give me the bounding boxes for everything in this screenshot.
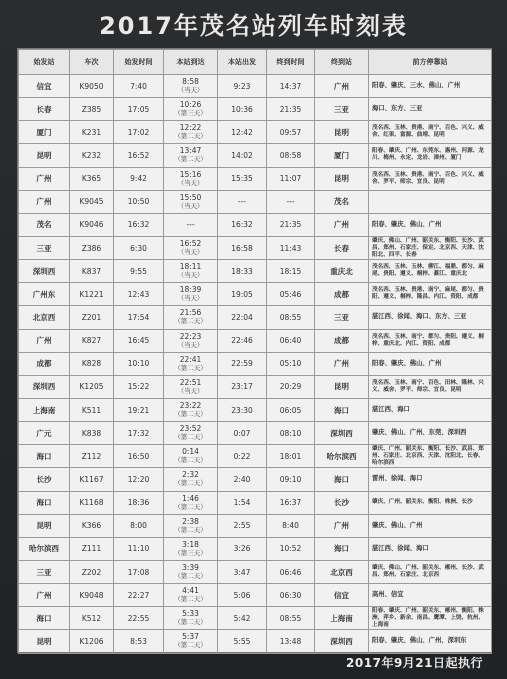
arrival-day-note: （第二天） — [174, 595, 207, 604]
train-number: K1206 — [70, 630, 114, 653]
terminal-arrival-time: 18:01 — [267, 445, 315, 468]
train-number: Z111 — [70, 537, 114, 560]
header-train: 车次 — [70, 50, 114, 75]
arrival-time: 22:23 — [179, 331, 202, 341]
train-number: K9045 — [70, 190, 114, 213]
origin-departure-time: 18:36 — [114, 491, 164, 514]
table-row — [19, 398, 492, 421]
arrival-time: 23:22 — [179, 401, 202, 411]
arrival-time: 15:50 — [179, 192, 202, 202]
terminal-arrival-time: 06:30 — [267, 584, 315, 607]
origin-station: 厦门 — [19, 121, 70, 144]
origin-departure-time: 17:08 — [114, 560, 164, 583]
arrival-day-note: （第二天） — [174, 363, 207, 372]
destination-station: 昆明 — [315, 167, 369, 190]
table-row — [19, 329, 492, 352]
destination-station: 上海南 — [315, 607, 369, 630]
origin-station: 信宜 — [19, 75, 70, 98]
train-number: K511 — [70, 398, 114, 421]
stops-list: 茂名西、玉林、玉林、柳江、福鼎、都匀、麻尾、贵阳、遵义、桐梓、綦江、重庆北 — [369, 260, 492, 283]
arrival-time-cell — [164, 375, 218, 398]
table-row — [19, 514, 492, 537]
origin-departure-time: 8:53 — [114, 630, 164, 653]
arrival-day-note: （第二天） — [174, 433, 207, 442]
destination-station: 广州 — [315, 514, 369, 537]
destination-station: 信宜 — [315, 584, 369, 607]
destination-station: 长春 — [315, 236, 369, 259]
terminal-arrival-time: 05:46 — [267, 283, 315, 306]
origin-station: 昆明 — [19, 514, 70, 537]
table-row — [19, 445, 492, 468]
departure-time: 5:55 — [218, 630, 267, 653]
destination-station: 厦门 — [315, 144, 369, 167]
arrival-time: 5:37 — [182, 632, 199, 642]
table-row — [19, 260, 492, 283]
header-dest: 终到站 — [315, 50, 369, 75]
stops-list: 阳春、肇庆、佛山、广州 — [369, 352, 492, 375]
terminal-arrival-time: 08:55 — [267, 306, 315, 329]
arrival-day-note: （第二天） — [174, 456, 207, 465]
origin-departure-time: 16:45 — [114, 329, 164, 352]
arrival-day-note: （当天） — [177, 86, 204, 95]
terminal-arrival-time: 18:15 — [267, 260, 315, 283]
origin-station: 昆明 — [19, 630, 70, 653]
effective-date: 2017年9月21日起执行 — [346, 656, 483, 670]
stops-list: 茂名西、玉林、南宁、都匀、贵阳、遵义、桐梓、重庆北、内江、资阳、成都 — [369, 329, 492, 352]
stops-list — [369, 190, 492, 213]
origin-departure-time: 12:20 — [114, 468, 164, 491]
origin-departure-time: 6:30 — [114, 236, 164, 259]
arrival-day-note: （第二天） — [174, 132, 207, 141]
arrival-time: 23:52 — [179, 424, 202, 434]
destination-station: 昆明 — [315, 375, 369, 398]
stops-list: 肇庆、佛山、广州、东莞、深圳西 — [369, 422, 492, 445]
destination-station: 海口 — [315, 537, 369, 560]
destination-station: 昆明 — [315, 121, 369, 144]
origin-departure-time: 11:10 — [114, 537, 164, 560]
origin-departure-time: 16:50 — [114, 445, 164, 468]
origin-station: 深圳西 — [19, 375, 70, 398]
stops-list: 肇庆、佛山、广州、韶关东、衡阳、长沙、武昌、郑州、石家庄、保定、北京西、天津、沈阳北、四平、长春 — [369, 236, 492, 259]
origin-departure-time: 17:32 — [114, 422, 164, 445]
arrival-time: 8:58 — [182, 77, 199, 87]
table-row — [19, 375, 492, 398]
departure-time: 14:02 — [218, 144, 267, 167]
table-row — [19, 491, 492, 514]
arrival-time: --- — [186, 219, 195, 229]
arrival-time: 4:41 — [182, 586, 199, 596]
stops-list: 阳春、肇庆、广州、韶关东、郴州、衡阳、株洲、萍乡、新余、南昌、鹰潭、上饶、杭州、上海南 — [369, 607, 492, 630]
header-row — [19, 50, 492, 75]
table-row — [19, 468, 492, 491]
arrival-time-cell — [164, 144, 218, 167]
arrival-day-note: （当天） — [177, 248, 204, 257]
destination-station: 重庆北 — [315, 260, 369, 283]
departure-time: 15:35 — [218, 167, 267, 190]
arrival-time-cell — [164, 352, 218, 375]
origin-departure-time: 12:43 — [114, 283, 164, 306]
stops-list: 阳春、肇庆、三水、佛山、广州 — [369, 75, 492, 98]
origin-station: 三亚 — [19, 236, 70, 259]
table-row — [19, 422, 492, 445]
arrival-time: 2:38 — [182, 516, 199, 526]
train-number: K365 — [70, 167, 114, 190]
stops-list: 湛江西、徐闻、海口、东方、三亚 — [369, 306, 492, 329]
arrival-time: 16:52 — [179, 239, 202, 249]
destination-station: 三亚 — [315, 98, 369, 121]
train-number: Z385 — [70, 98, 114, 121]
arrival-time: 3:39 — [182, 563, 199, 573]
destination-station: 广州 — [315, 75, 369, 98]
origin-station: 海口 — [19, 491, 70, 514]
train-number: K1168 — [70, 491, 114, 514]
stops-list: 湛江西、徐闻、海口 — [369, 537, 492, 560]
train-number: K838 — [70, 422, 114, 445]
terminal-arrival-time: 05:10 — [267, 352, 315, 375]
departure-time: 22:59 — [218, 352, 267, 375]
origin-departure-time: 9:55 — [114, 260, 164, 283]
origin-departure-time: 10:50 — [114, 190, 164, 213]
arrival-time: 18:39 — [179, 285, 202, 295]
train-number: K1205 — [70, 375, 114, 398]
timetable-table — [18, 49, 492, 654]
arrival-time-cell — [164, 445, 218, 468]
arrival-time-cell — [164, 98, 218, 121]
stops-list: 阳春、肇庆、广州、东莞东、惠州、河源、龙川、梅州、永定、龙岩、漳州、厦门 — [369, 144, 492, 167]
train-number: K1221 — [70, 283, 114, 306]
train-number: K1167 — [70, 468, 114, 491]
header-end-time: 终到时间 — [267, 50, 315, 75]
origin-departure-time: 17:05 — [114, 98, 164, 121]
arrival-time: 21:56 — [179, 308, 202, 318]
departure-time: 5:42 — [218, 607, 267, 630]
stops-list: 阳春、肇庆、佛山、广州 — [369, 213, 492, 236]
stops-list: 茂名西、玉林、贵港、南宁、麻尾、都匀、贵阳、遵义、桐梓、隆昌、内江、资阳、成都 — [369, 283, 492, 306]
arrival-time: 10:26 — [179, 100, 202, 110]
terminal-arrival-time: 06:40 — [267, 329, 315, 352]
table-row — [19, 167, 492, 190]
departure-time: 22:46 — [218, 329, 267, 352]
terminal-arrival-time: --- — [267, 190, 315, 213]
terminal-arrival-time: 10:52 — [267, 537, 315, 560]
destination-station: 三亚 — [315, 306, 369, 329]
departure-time: 5:06 — [218, 584, 267, 607]
origin-departure-time: 22:55 — [114, 607, 164, 630]
departure-time: 23:30 — [218, 398, 267, 421]
origin-station: 深圳西 — [19, 260, 70, 283]
arrival-day-note: （第二天） — [174, 618, 207, 627]
arrival-time-cell — [164, 630, 218, 653]
stops-list: 海口、东方、三亚 — [369, 98, 492, 121]
arrival-day-note: （第二天） — [174, 572, 207, 581]
terminal-arrival-time: 09:57 — [267, 121, 315, 144]
origin-station: 海口 — [19, 607, 70, 630]
arrival-time: 22:41 — [179, 354, 202, 364]
table-row — [19, 236, 492, 259]
destination-station: 北京西 — [315, 560, 369, 583]
table-row — [19, 190, 492, 213]
terminal-arrival-time: 21:35 — [267, 98, 315, 121]
timetable — [17, 48, 492, 653]
arrival-time-cell — [164, 75, 218, 98]
terminal-arrival-time: 09:10 — [267, 468, 315, 491]
train-number: K231 — [70, 121, 114, 144]
terminal-arrival-time: 21:35 — [267, 213, 315, 236]
timetable-body — [19, 75, 492, 654]
terminal-arrival-time: 06:05 — [267, 398, 315, 421]
origin-departure-time: 8:00 — [114, 514, 164, 537]
origin-departure-time: 15:22 — [114, 375, 164, 398]
arrival-time: 18:11 — [179, 262, 202, 272]
origin-departure-time: 19:21 — [114, 398, 164, 421]
terminal-arrival-time: 08:55 — [267, 607, 315, 630]
departure-time: 0:22 — [218, 445, 267, 468]
departure-time: --- — [218, 190, 267, 213]
train-number: Z386 — [70, 236, 114, 259]
header-stops: 前方停靠站 — [369, 50, 492, 75]
train-number: K9050 — [70, 75, 114, 98]
arrival-time-cell — [164, 167, 218, 190]
header-origin: 始发站 — [19, 50, 70, 75]
terminal-arrival-time: 08:58 — [267, 144, 315, 167]
table-row — [19, 607, 492, 630]
arrival-time-cell — [164, 422, 218, 445]
origin-station: 三亚 — [19, 560, 70, 583]
destination-station: 深圳西 — [315, 630, 369, 653]
origin-station: 成都 — [19, 352, 70, 375]
table-row — [19, 560, 492, 583]
stops-list: 高州、信宜 — [369, 584, 492, 607]
destination-station: 广州 — [315, 352, 369, 375]
arrival-time-cell — [164, 398, 218, 421]
arrival-time: 15:16 — [179, 169, 202, 179]
arrival-time-cell — [164, 468, 218, 491]
arrival-day-note: （第三天） — [174, 548, 207, 557]
stops-list: 阳春、肇庆、佛山、广州、深圳东 — [369, 630, 492, 653]
departure-time: 9:23 — [218, 75, 267, 98]
stops-list: 茂名西、玉林、南宁、百色、田林、隆林、兴义、威舍、罗平、师宗、宜良、昆明 — [369, 375, 492, 398]
table-row — [19, 630, 492, 653]
origin-station: 茂名 — [19, 213, 70, 236]
header-depart: 本站出发 — [218, 50, 267, 75]
arrival-time: 0:14 — [182, 447, 199, 457]
arrival-time-cell — [164, 491, 218, 514]
arrival-day-note: （第二天） — [174, 317, 207, 326]
arrival-day-note: （第二天） — [174, 479, 207, 488]
table-row — [19, 98, 492, 121]
origin-station: 广州 — [19, 167, 70, 190]
origin-station: 广州 — [19, 329, 70, 352]
origin-station: 昆明 — [19, 144, 70, 167]
table-row — [19, 352, 492, 375]
origin-station: 广州 — [19, 584, 70, 607]
terminal-arrival-time: 13:48 — [267, 630, 315, 653]
origin-departure-time: 22:27 — [114, 584, 164, 607]
stops-list: 肇庆、佛山、广州 — [369, 514, 492, 537]
page-title: 2017年茂名站列车时刻表 — [99, 12, 408, 40]
table-row — [19, 75, 492, 98]
departure-time: 10:36 — [218, 98, 267, 121]
terminal-arrival-time: 11:07 — [267, 167, 315, 190]
arrival-day-note: （当天） — [177, 178, 204, 187]
stops-list: 肇庆、广州、韶关东、衡阳、长沙、武昌、郑州、石家庄、北京西、天津、沈阳北、长春、哈尔滨西 — [369, 445, 492, 468]
header-dep-origin: 始发时间 — [114, 50, 164, 75]
departure-time: 12:42 — [218, 121, 267, 144]
destination-station: 广州 — [315, 213, 369, 236]
departure-time: 18:33 — [218, 260, 267, 283]
departure-time: 16:58 — [218, 236, 267, 259]
arrival-day-note: （第二天） — [174, 502, 207, 511]
arrival-day-note: （当天） — [177, 340, 204, 349]
arrival-time: 13:47 — [179, 146, 202, 156]
arrival-time-cell — [164, 584, 218, 607]
origin-station: 上海南 — [19, 398, 70, 421]
arrival-time-cell — [164, 329, 218, 352]
origin-departure-time: 17:02 — [114, 121, 164, 144]
departure-time: 23:17 — [218, 375, 267, 398]
origin-station: 长沙 — [19, 468, 70, 491]
origin-station: 长春 — [19, 98, 70, 121]
arrival-day-note: （第二天） — [174, 410, 207, 419]
terminal-arrival-time: 11:43 — [267, 236, 315, 259]
arrival-day-note: （第二天） — [174, 641, 207, 650]
origin-departure-time: 16:32 — [114, 213, 164, 236]
origin-station: 哈尔滨西 — [19, 537, 70, 560]
train-number: K827 — [70, 329, 114, 352]
table-row — [19, 144, 492, 167]
arrival-time-cell — [164, 121, 218, 144]
arrival-time: 5:33 — [182, 609, 199, 619]
train-number: Z201 — [70, 306, 114, 329]
departure-time: 2:55 — [218, 514, 267, 537]
train-number: K837 — [70, 260, 114, 283]
terminal-arrival-time: 14:37 — [267, 75, 315, 98]
table-row — [19, 213, 492, 236]
train-number: K828 — [70, 352, 114, 375]
arrival-day-note: （当天） — [177, 271, 204, 280]
terminal-arrival-time: 08:10 — [267, 422, 315, 445]
destination-station: 成都 — [315, 329, 369, 352]
stops-list: 茂名西、玉林、贵港、南宁、百色、兴义、威舍、罗平、师宗、宜良、昆明 — [369, 167, 492, 190]
train-number: K9046 — [70, 213, 114, 236]
train-number: K232 — [70, 144, 114, 167]
departure-time: 16:32 — [218, 213, 267, 236]
departure-time: 1:54 — [218, 491, 267, 514]
table-row — [19, 306, 492, 329]
arrival-day-note: （第三天） — [174, 109, 207, 118]
arrival-day-note: （当天） — [177, 294, 204, 303]
arrival-time-cell — [164, 213, 218, 236]
table-row — [19, 283, 492, 306]
train-number: K512 — [70, 607, 114, 630]
stops-list: 茂名西、玉林、贵港、南宁、百色、兴义、威舍、红果、富源、曲靖、昆明 — [369, 121, 492, 144]
header-arrive: 本站到达 — [164, 50, 218, 75]
origin-departure-time: 9:42 — [114, 167, 164, 190]
destination-station: 茂名 — [315, 190, 369, 213]
destination-station: 哈尔滨西 — [315, 445, 369, 468]
arrival-day-note: （当天） — [177, 386, 204, 395]
origin-departure-time: 7:40 — [114, 75, 164, 98]
train-number: Z202 — [70, 560, 114, 583]
origin-departure-time: 16:52 — [114, 144, 164, 167]
destination-station: 海口 — [315, 398, 369, 421]
terminal-arrival-time: 8:40 — [267, 514, 315, 537]
arrival-day-note: （第二天） — [174, 155, 207, 164]
terminal-arrival-time: 16:37 — [267, 491, 315, 514]
arrival-time-cell — [164, 283, 218, 306]
stops-list: 湛江西、海口 — [369, 398, 492, 421]
destination-station: 长沙 — [315, 491, 369, 514]
train-number: K9048 — [70, 584, 114, 607]
origin-station: 北京西 — [19, 306, 70, 329]
arrival-time: 1:46 — [182, 493, 199, 503]
stops-list: 肇庆、广州、韶关东、衡阳、株洲、长沙 — [369, 491, 492, 514]
train-number: Z112 — [70, 445, 114, 468]
arrival-time: 12:22 — [179, 123, 202, 133]
arrival-time-cell — [164, 514, 218, 537]
arrival-time-cell — [164, 190, 218, 213]
departure-time: 2:40 — [218, 468, 267, 491]
departure-time: 3:47 — [218, 560, 267, 583]
departure-time: 3:26 — [218, 537, 267, 560]
origin-departure-time: 10:10 — [114, 352, 164, 375]
destination-station: 海口 — [315, 468, 369, 491]
arrival-time: 22:51 — [179, 377, 202, 387]
arrival-time-cell — [164, 607, 218, 630]
arrival-day-note: （第二天） — [174, 525, 207, 534]
destination-station: 成都 — [315, 283, 369, 306]
arrival-time: 2:32 — [182, 470, 199, 480]
stops-list: 肇庆、佛山、广州、韶关东、郴州、长沙、武昌、郑州、石家庄、北京西 — [369, 560, 492, 583]
arrival-time-cell — [164, 560, 218, 583]
departure-time: 19:05 — [218, 283, 267, 306]
origin-station: 广州 — [19, 190, 70, 213]
arrival-time-cell — [164, 236, 218, 259]
terminal-arrival-time: 20:29 — [267, 375, 315, 398]
arrival-time: 3:18 — [182, 539, 199, 549]
terminal-arrival-time: 06:46 — [267, 560, 315, 583]
arrival-time-cell — [164, 260, 218, 283]
origin-station: 海口 — [19, 445, 70, 468]
table-row — [19, 537, 492, 560]
origin-station: 广元 — [19, 422, 70, 445]
arrival-time-cell — [164, 537, 218, 560]
table-row — [19, 121, 492, 144]
origin-station: 广州东 — [19, 283, 70, 306]
destination-station: 深圳西 — [315, 422, 369, 445]
stops-list: 雷州、徐闻、海口 — [369, 468, 492, 491]
train-number: K366 — [70, 514, 114, 537]
arrival-day-note: （当天） — [177, 201, 204, 210]
arrival-time-cell — [164, 306, 218, 329]
origin-departure-time: 17:54 — [114, 306, 164, 329]
departure-time: 0:07 — [218, 422, 267, 445]
departure-time: 22:04 — [218, 306, 267, 329]
table-row — [19, 584, 492, 607]
